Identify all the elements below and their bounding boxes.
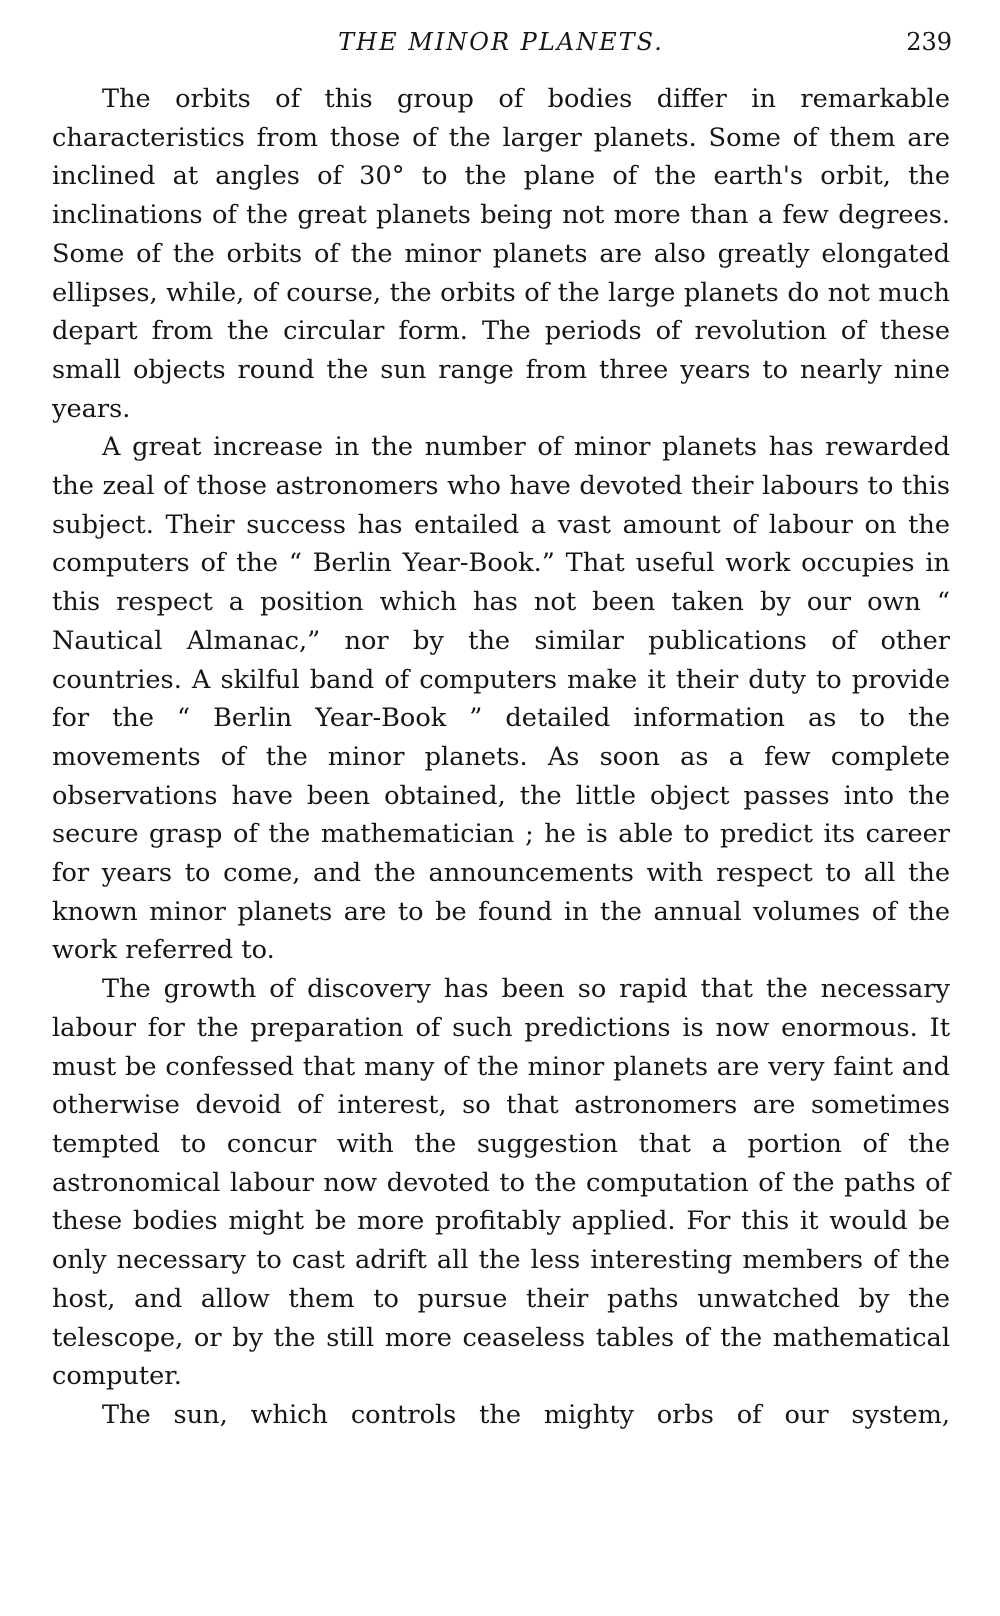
page-header <box>52 22 950 62</box>
paragraph-the-sun: The sun, which controls the mighty orbs of our system, <box>102 1399 950 1430</box>
running-head: THE MINOR PLANETS. <box>338 28 664 56</box>
paragraph-growth-of-discovery: The growth of discovery has been so rapid that the necessary labour for the preparation of such predictions is now enormous. It must be confessed that many of the minor planets are very faint and otherwise devoid of interest, so that astronomers are sometimes tempted to concur with the suggestion that a portion of the astronomical labour now devoted to the computation of the paths of these bodies might be more profitably applied. For this it would be only necessary to cast adrift all the less interesting members of the host, and allow them to pursue their paths unwatched by the telescope, or by the still more ceaseless tables of the mathematical computer. <box>52 974 950 1392</box>
book-page <box>52 22 950 1602</box>
paragraph-berlin-year-book: A great increase in the number of minor planets has rewarded the zeal of those astronomers who have devoted their labours to this subject. Their success has entailed a vast amount of labour on the computers of the “ Berlin Year-Book.” That useful work occupies in this respect a position which has not been taken by our own “ Nautical Almanac,” nor by the similar publications of other countries. A skilful band of computers make it their duty to provide for the “ Berlin Year-Book ” detailed information as to the movements of the minor planets. As soon as a few complete observations have been obtained, the little object passes into the secure grasp of the mathematician ; he is able to predict its career for years to come, and the announcements with respect to all the known minor planets are to be found in the annual volumes of the work referred to. <box>52 432 950 966</box>
page-number: 239 <box>906 28 952 56</box>
paragraph-orbits: The orbits of this group of bodies differ in remarkable characteristics from those of the larger planets. Some of them are inclined at angles of 30° to the plane of the earth's orbit, the inclinations of the great planets being not more than a few degrees. Some of the orbits of the minor planets are also greatly elongated ellipses, while, of course, the orbits of the large planets do not much depart from the circular form. The periods of revolution of these small objects round the sun range from three years to nearly nine years. <box>52 84 950 424</box>
body-text <box>52 80 950 1435</box>
